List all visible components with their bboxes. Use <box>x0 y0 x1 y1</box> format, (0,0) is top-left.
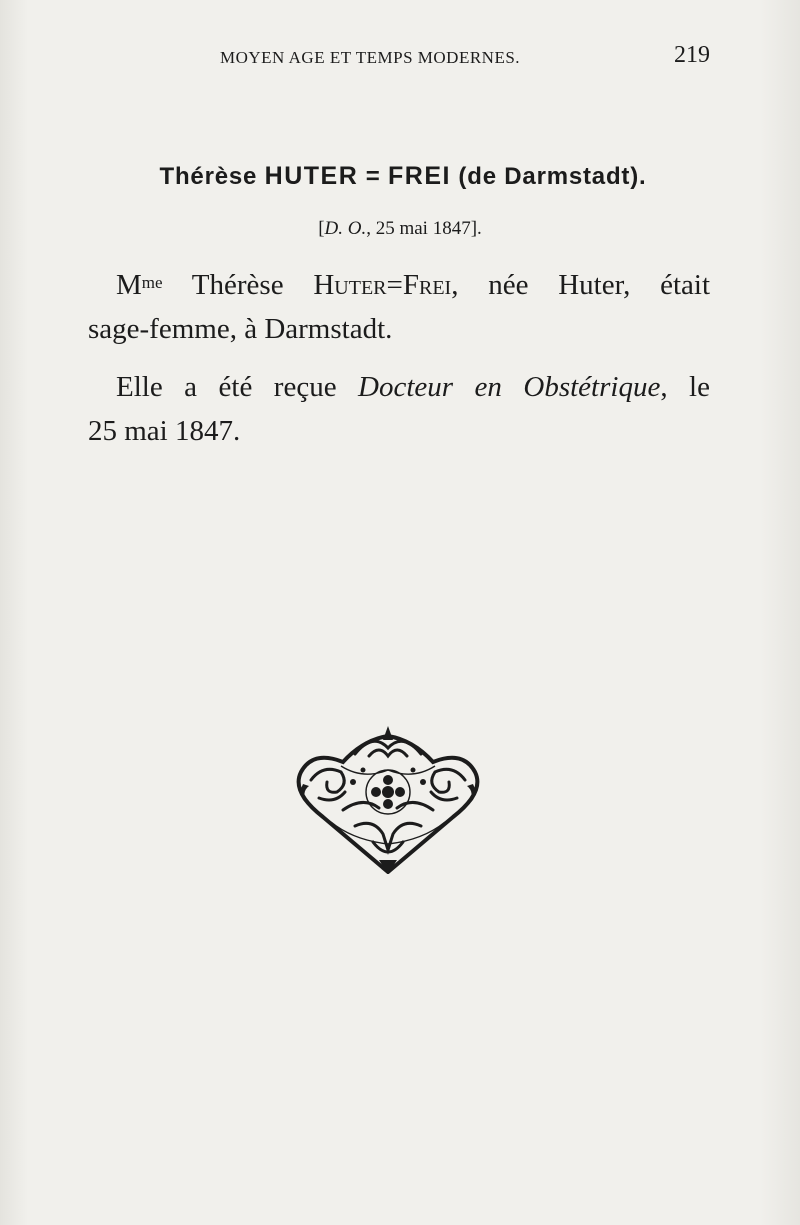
citation-date: , 25 mai 1847]. <box>366 218 482 239</box>
degree-tail: , le <box>660 371 710 403</box>
degree-intro: Elle a été reçue <box>116 371 359 403</box>
citation-open: [ <box>318 218 325 239</box>
running-title: MOYEN AGE ET TEMPS MODERNES. <box>220 48 521 67</box>
title-surname-huter: HUTER <box>264 162 359 190</box>
citation-source: D. O. <box>324 218 367 239</box>
honorific-superscript: me <box>141 273 163 292</box>
paragraph-line: 25 mai 1847. <box>88 415 241 447</box>
page-number: 219 <box>674 42 710 68</box>
honorific: M <box>116 269 142 301</box>
degree-title: Docteur en Obstétrique <box>358 371 661 403</box>
paragraph-line: sage-femme, à Darmstadt. <box>88 313 393 345</box>
title-equals: = <box>358 163 389 190</box>
surname-smallcaps: Huter=Frei <box>313 269 452 301</box>
title-place: (de Darmstadt). <box>450 163 647 190</box>
paragraph-degree <box>88 365 710 453</box>
title-surname-frei: FREI <box>388 162 451 190</box>
entry-title <box>0 162 800 191</box>
birth-name-text: , née Huter, était <box>451 269 711 301</box>
title-given-name: Thérèse <box>159 163 265 190</box>
paragraph-line <box>88 263 710 307</box>
given-name-text: Thérèse <box>162 269 314 301</box>
floral-fleuron-icon <box>283 722 493 874</box>
citation <box>0 218 800 240</box>
paragraph-identity <box>88 263 710 351</box>
paragraph-line <box>88 365 710 409</box>
